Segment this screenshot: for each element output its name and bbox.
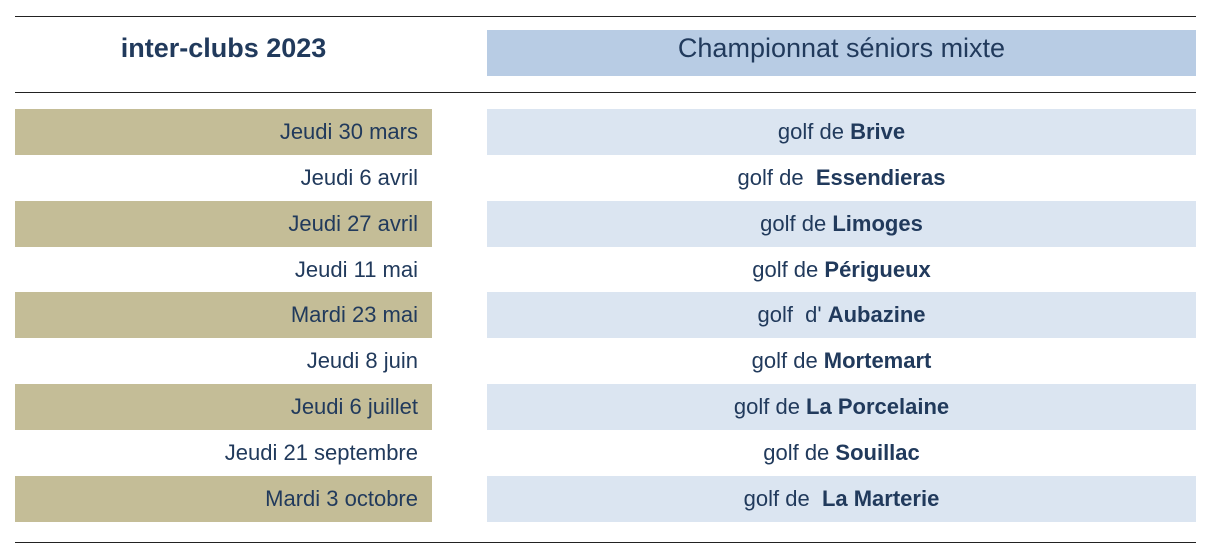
venue-name: La Porcelaine — [806, 394, 950, 420]
venue-cell — [487, 338, 1196, 384]
venue-prefix: golf de — [733, 394, 807, 420]
venue-cell — [487, 109, 1196, 155]
venue-name: Périgueux — [824, 256, 931, 282]
venue-prefix: golf de — [760, 210, 833, 236]
venue-name: La Marterie — [821, 485, 940, 511]
venue-cell — [487, 384, 1196, 430]
venue-prefix: golf de — [752, 256, 825, 282]
page-title: inter-clubs 2023 — [120, 33, 327, 63]
date-cell: Jeudi 30 mars — [15, 109, 432, 155]
table-row — [15, 476, 1196, 522]
table-row — [15, 384, 1196, 430]
date-cell: Jeudi 21 septembre — [224, 439, 418, 465]
table-row — [15, 247, 1196, 293]
venue-name: Aubazine — [827, 302, 926, 328]
date-cell: Jeudi 6 avril — [300, 164, 418, 190]
date-cell: Mardi 3 octobre — [15, 476, 432, 522]
header-rule — [15, 92, 1196, 93]
venue-prefix: golf de — [737, 164, 816, 190]
venue-name: Mortemart — [823, 348, 932, 374]
venue-prefix: golf de — [763, 439, 836, 465]
venue-cell — [487, 201, 1196, 247]
venue-cell — [487, 155, 1196, 201]
date-cell: Mardi 23 mai — [15, 292, 432, 338]
venue-name: Souillac — [835, 439, 920, 465]
date-cell: Jeudi 8 juin — [306, 348, 418, 374]
table-row — [15, 430, 1196, 476]
venue-prefix: golf d' — [757, 302, 828, 328]
venue-prefix: golf de — [751, 348, 824, 374]
venue-prefix: golf de — [743, 485, 822, 511]
table-row — [15, 201, 1196, 247]
venue-name: Essendieras — [815, 164, 946, 190]
venue-cell — [487, 292, 1196, 338]
venue-name: Brive — [850, 119, 906, 144]
date-cell: Jeudi 27 avril — [15, 201, 432, 247]
venue-cell — [487, 247, 1196, 293]
date-cell: Jeudi 11 mai — [294, 256, 418, 282]
championship-title: Championnat séniors mixte — [487, 30, 1196, 76]
venue-name: Limoges — [832, 210, 923, 236]
table-row — [15, 292, 1196, 338]
venue-prefix: golf de — [777, 119, 851, 144]
venue-cell — [487, 430, 1196, 476]
venue-cell — [487, 476, 1196, 522]
date-cell: Jeudi 6 juillet — [15, 384, 432, 430]
schedule-table — [15, 109, 1196, 522]
top-rule — [15, 16, 1196, 17]
table-row — [15, 109, 1196, 155]
table-row — [15, 338, 1196, 384]
table-row — [15, 155, 1196, 201]
bottom-rule — [15, 542, 1196, 543]
